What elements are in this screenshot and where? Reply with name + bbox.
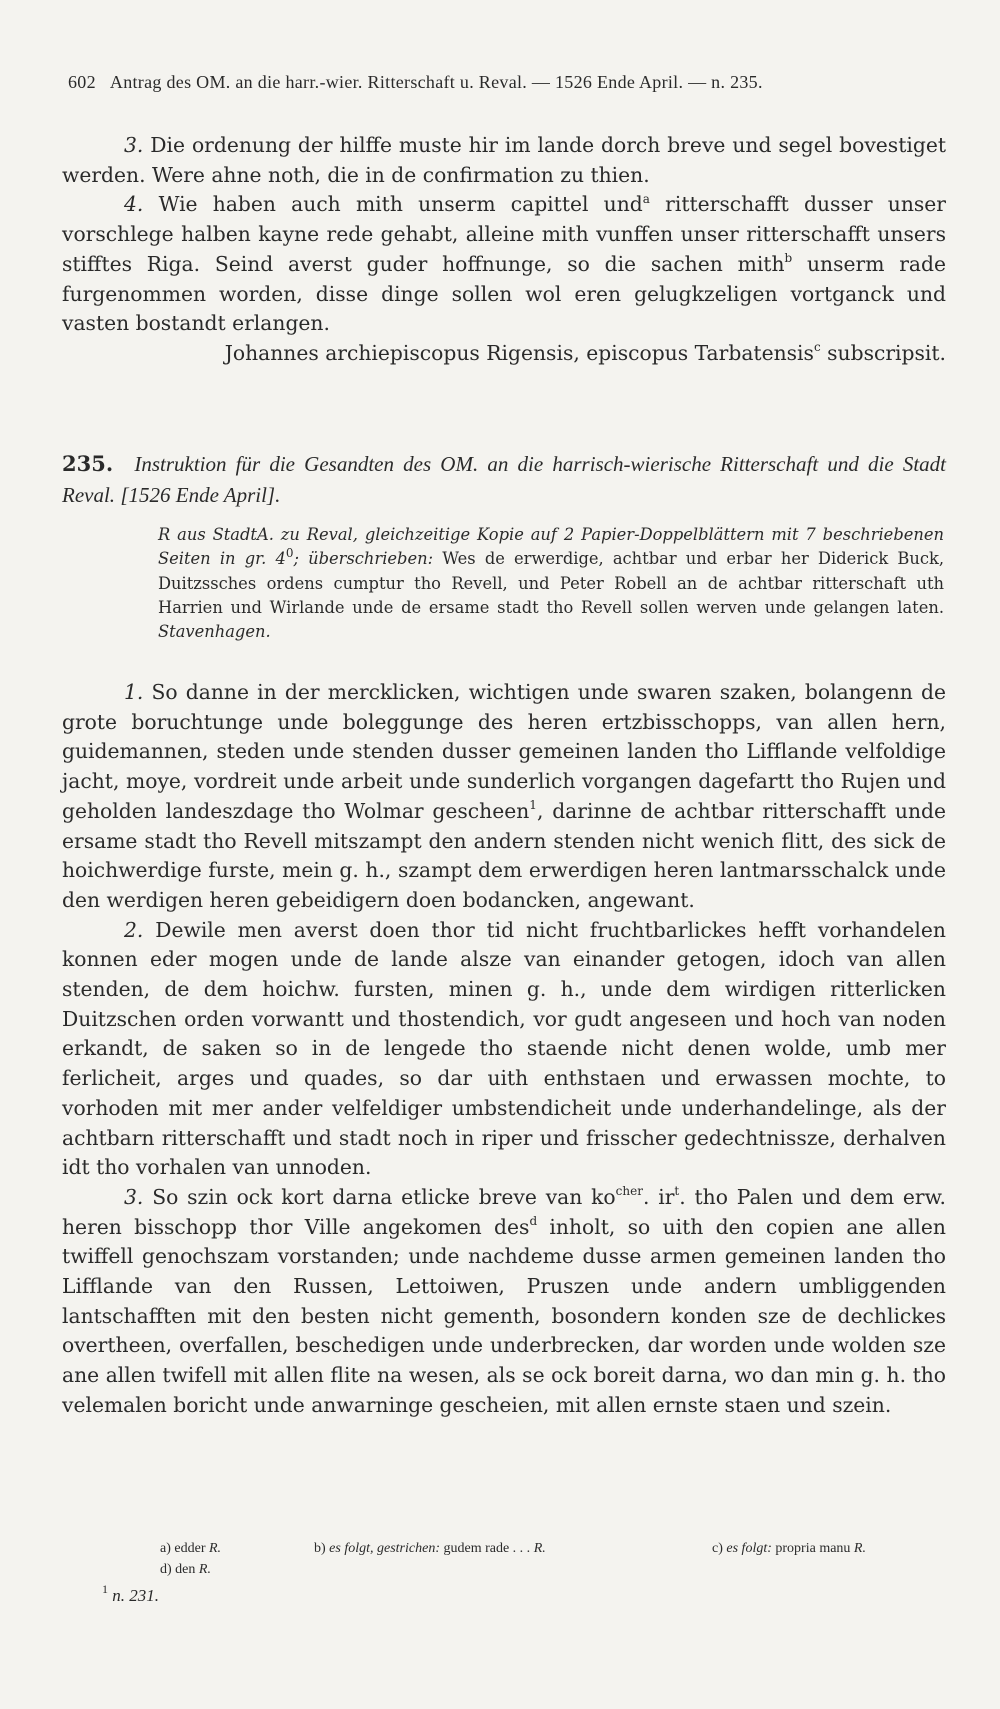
- abbreviation-superscript: t: [674, 1184, 680, 1199]
- note-text: den: [171, 1562, 196, 1577]
- paragraph-text: Wie haben auch mith unserm capittel und: [158, 192, 643, 217]
- note-marker: a: [642, 191, 650, 206]
- paragraph-text: . ir: [642, 1184, 675, 1209]
- prev-paragraph-4: [62, 190, 946, 339]
- paragraph-text: Die ordenung der hilffe muste hir im lande dorch breve und segel bovestiget werden. Were ahne noth, die in de confirmation zu thien.: [62, 133, 946, 187]
- critical-apparatus: [160, 1538, 950, 1580]
- note-text: gudem rade . . .: [439, 1541, 531, 1556]
- note-marker: c: [813, 340, 821, 355]
- paragraph-text: So szin ock kort darna etlicke breve van ko: [152, 1184, 616, 1209]
- paragraph-number: 1.: [124, 680, 144, 704]
- footnote-1: [102, 1582, 159, 1606]
- paragraph-number: 2.: [124, 917, 144, 942]
- paragraph-2: [62, 916, 946, 1183]
- note-label: b): [314, 1541, 326, 1556]
- document-date: [1526 Ende April].: [120, 483, 281, 507]
- paragraph-text: Dewile men averst doen thor tid nicht fruchtbarlickes hefft vorhandelen konnen eder mogen unde de lande alsze van einander getogen, idoch van allen stenden, de dem hoichw. fursten, minen g. h., unde dem wirdigen ritterlicken Duitzschen orden vorwantt und thostendich, vor gudt angeseen und hoch van noden erkandt, de saken so in de lengede tho staende nicht denen wolde, umb mer ferlicheit, arges und quades, so dar uith enthstaen und erwassen mochte, to vorhoden mit mer ander velfeldiger umbstendicheit unde underhandelinge, als der achtbarn ritterschafft und stadt noch in riper und frisscher gedechtnissze, derhalven idt tho vorhalen van unnoden.: [62, 917, 946, 1180]
- source-heading-text: Wes de erwerdige, achtbar und erbar her Diderick Buck, Duitzssches ordens cumptur tho Revell, und Peter Robell an de achtbar ritterschaft uth Harrien und Wirlande unde de ersame stadt tho Revell sollen werven unde gelangen laten.: [158, 549, 945, 617]
- paragraph-1: [62, 678, 946, 916]
- paragraph-number: 4.: [124, 192, 144, 217]
- paragraph-3: [62, 1183, 946, 1421]
- note-sigla: R.: [205, 1541, 222, 1556]
- note-sigla: R.: [195, 1562, 211, 1577]
- paragraph-number: 3.: [124, 1184, 144, 1209]
- apparatus-row: [160, 1559, 950, 1580]
- paragraph-number: 3.: [124, 133, 144, 157]
- note-label: c): [712, 1541, 723, 1556]
- paragraph-text: ritterschafft dusser unser vorschlege halben kayne rede gehabt, alleine mith vunffen unser ritterschafft unsers stifftes Riga. Seind averst guder hoffnunge, so die sachen mith: [62, 192, 947, 276]
- abbreviation-superscript: cher: [615, 1184, 643, 1199]
- source-description: [158, 523, 944, 644]
- apparatus-note-d: [160, 1559, 314, 1580]
- source-editor: Stavenhagen.: [158, 622, 271, 642]
- note-marker: d: [529, 1213, 538, 1228]
- note-label: a): [160, 1541, 171, 1556]
- source-superscript: 0: [285, 545, 294, 560]
- note-italic: es folgt:: [722, 1541, 772, 1556]
- document-number: 235.: [62, 451, 114, 476]
- running-header: [68, 72, 948, 93]
- document-title: Instruktion für die Gesandten des OM. an die harrisch-wierische Ritterschaft und die Stadt Reval.: [62, 452, 947, 507]
- page-number: 602: [68, 72, 96, 92]
- document-body: [62, 678, 946, 1421]
- paragraph-text: , darinne de achtbar ritterschafft unde ersame stadt tho Revell mitszampt den andern stenden nicht wenich flitt, des sick de hoichwerdige furste, mein g. h., szampt dem erwerdigen heren lantmarsschalck unde den werdigen heren gebeidigern doen bodancken, angewant.: [62, 798, 946, 912]
- paragraph-text: So danne in der mercklicken, wichtigen unde swaren szaken, bolangenn de grote boruchtunge unde boleggunge des heren ertzbisschopps, van allen hern, guidemannen, steden unde stenden dusser gemeinen landen tho Lifflande velfoldige jacht, moye, vordreit unde arbeit unde sunderlich vorgangen dagefartt tho Rujen und geholden landeszdage tho Wolmar gescheen: [62, 680, 946, 823]
- apparatus-note-a: [160, 1538, 314, 1559]
- note-marker: b: [784, 251, 793, 266]
- paragraph-text: . tho Palen und dem erw. heren bisschopp thor Ville angekomen des: [62, 1184, 946, 1239]
- note-italic: es folgt, gestrichen:: [325, 1541, 440, 1556]
- paragraph-text: unserm rade furgenommen worden, disse dinge sollen wol eren gelugkzeligen vortganck und vasten bostandt erlangen.: [62, 251, 946, 336]
- note-text: propria manu: [771, 1541, 851, 1556]
- note-sigla: R.: [850, 1541, 866, 1556]
- apparatus-note-c: [712, 1538, 866, 1559]
- apparatus-row: [160, 1538, 950, 1559]
- signature-line: [62, 339, 946, 369]
- signature-text: subscripsit.: [820, 340, 946, 365]
- source-italic: ; überschrieben:: [293, 549, 434, 569]
- prev-paragraph-3: [62, 131, 946, 190]
- note-label: d): [160, 1562, 172, 1577]
- running-title: Antrag des OM. an die harr.-wier. Ritterschaft u. Reval. — 1526 Ende April. — n. 235.: [109, 72, 763, 92]
- footnote-marker: 1: [529, 798, 537, 813]
- source-italic: R aus StadtA. zu Reval, gleichzeitige Kopie auf 2 Papier-Doppelblättern mit 7 beschriebenen Seiten in gr. 4: [158, 525, 944, 569]
- paragraph-text: inholt, so uith den copien ane allen twiffell genochszam vorstanden; unde nachdeme dusse armen gemeinen landen tho Lifflande van den Russen, Lettoiwen, Pruszen unde andern umbliggenden lantschafften mit den besten nicht gementh, bosondern konden sze de dechlickes overtheen, overfallen, beschedigen unde underbrecken, dar worden unde wolden sze ane allen twifell mit allen flite na wesen, als se ock boreit darna, wo dan min g. h. tho velemalen boricht unde anwarninge gescheien, mit allen ernste staen und szein.: [62, 1214, 946, 1417]
- footnote-text: n. 231.: [108, 1586, 159, 1605]
- note-sigla: R.: [530, 1541, 546, 1556]
- note-text: edder: [170, 1541, 206, 1556]
- signature-text: Johannes archiepiscopus Rigensis, episcopus Tarbatensis: [224, 340, 814, 365]
- document-heading: [62, 448, 946, 511]
- apparatus-note-b: [314, 1538, 712, 1559]
- previous-document-body: [62, 131, 946, 369]
- footnote-mark: 1: [102, 1582, 108, 1597]
